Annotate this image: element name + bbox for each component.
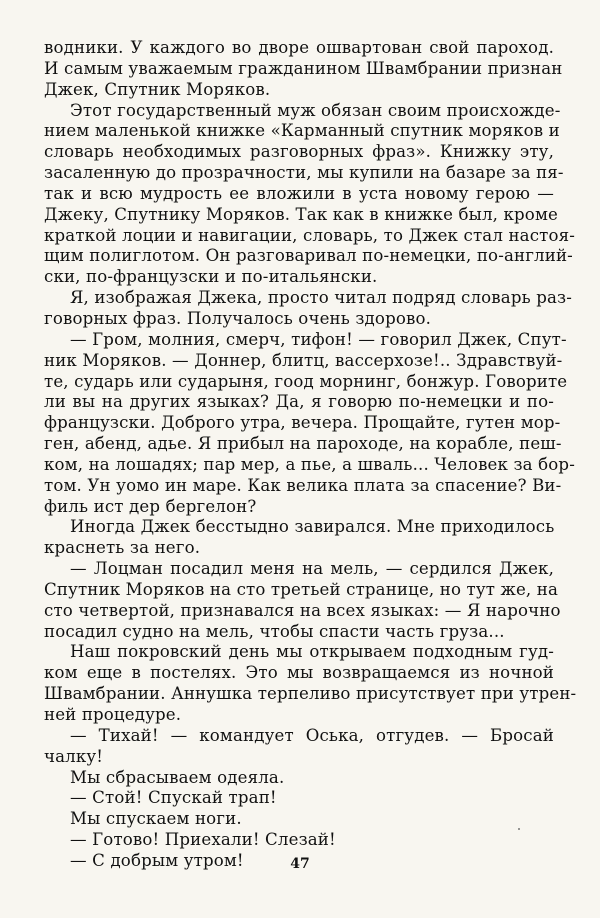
text-line: Мы сбрасываем одеяла. xyxy=(70,767,285,787)
text-line: ски, по-французски и по-итальянски. xyxy=(44,267,378,287)
body-text xyxy=(44,38,577,872)
text-line: Швамбрании. Аннушка терпеливо присутствует при утрен- xyxy=(44,684,577,704)
text-line: сто четвертой, признавался на всех языках: — Я нарочно xyxy=(44,600,561,620)
scan-speck xyxy=(518,828,520,830)
text-line: Спутник Моряков на сто третьей странице, но тут же, на xyxy=(44,579,559,599)
text-line: ком, на лошадях; пар мер, а пье, а шваль... Человек за бор- xyxy=(44,454,575,474)
text-line: посадил судно на мель, чтобы спасти часть груза... xyxy=(44,621,505,641)
text-line: ли вы на других языках? Да, я говорю по-немецки и по- xyxy=(44,392,554,412)
text-line: словарь необходимых разговорных фраз». Книжку эту, xyxy=(44,142,554,162)
text-line: — Стой! Спускай трап! xyxy=(70,788,277,808)
text-line: Мы спускаем ноги. xyxy=(70,809,242,829)
text-line: ник Моряков. — Доннер, блитц, вассерхозе!.. Здравствуй- xyxy=(44,350,563,370)
text-line: Джек, Спутник Моряков. xyxy=(44,79,271,99)
text-line: Этот государственный муж обязан своим происхожде- xyxy=(70,100,561,120)
text-line: Наш покровский день мы открываем подходным гуд- xyxy=(70,642,554,662)
text-line: — Тихай! — командует Оська, отгудев. — Бросай xyxy=(70,725,554,745)
text-line: говорных фраз. Получалось очень здорово. xyxy=(44,308,432,328)
text-line: ген, абенд, адье. Я прибыл на пароходе, на корабле, пеш- xyxy=(44,434,562,454)
text-line: — Лоцман посадил меня на мель, — сердился Джек, xyxy=(70,559,554,579)
text-line: Я, изображая Джека, просто читал подряд словарь раз- xyxy=(70,288,572,308)
text-line: филь ист дер бергелон? xyxy=(44,496,257,516)
text-line: чалку! xyxy=(44,746,104,766)
text-line: ком еще в постелях. Это мы возвращаемся из ночной xyxy=(44,663,554,683)
text-line: — Гром, молния, смерч, тифон! — говорил Джек, Спут- xyxy=(70,329,567,349)
text-line: засаленную до прозрачности, мы купили на базаре за пя- xyxy=(44,163,564,183)
page-number: 47 xyxy=(290,856,310,872)
text-line: том. Ун уомо ин маре. Как велика плата за спасение? Ви- xyxy=(44,475,562,495)
text-line: Иногда Джек бесстыдно завирался. Мне приходилось xyxy=(70,517,555,537)
text-line: — Готово! Приехали! Слезай! xyxy=(70,830,336,850)
text-line: водники. У каждого во дворе ошвартован свой пароход. xyxy=(44,38,554,57)
text-line: ней процедуре. xyxy=(44,705,182,724)
text-line: французски. Доброго утра, вечера. Прощайте, гутен мор- xyxy=(44,413,561,433)
text-line: щим полиглотом. Он разговаривал по-немецки, по-англий- xyxy=(44,246,573,266)
text-line: краснеть за него. xyxy=(44,538,201,558)
text-line: — С добрым утром! xyxy=(70,850,244,870)
text-line: так и всю мудрость ее вложили в уста новому герою — xyxy=(44,183,554,203)
text-line: Джеку, Спутнику Моряков. Так как в книжке был, кроме xyxy=(44,204,558,224)
text-line: краткой лоции и навигации, словарь, то Джек стал настоя- xyxy=(44,225,575,245)
text-line: нием маленькой книжке «Карманный спутник моряков и xyxy=(44,121,560,141)
text-line: те, сударь или сударыня, гоод морнинг, бонжур. Говорите xyxy=(44,371,568,391)
text-line: И самым уважаемым гражданином Швамбрании признан xyxy=(44,58,563,78)
